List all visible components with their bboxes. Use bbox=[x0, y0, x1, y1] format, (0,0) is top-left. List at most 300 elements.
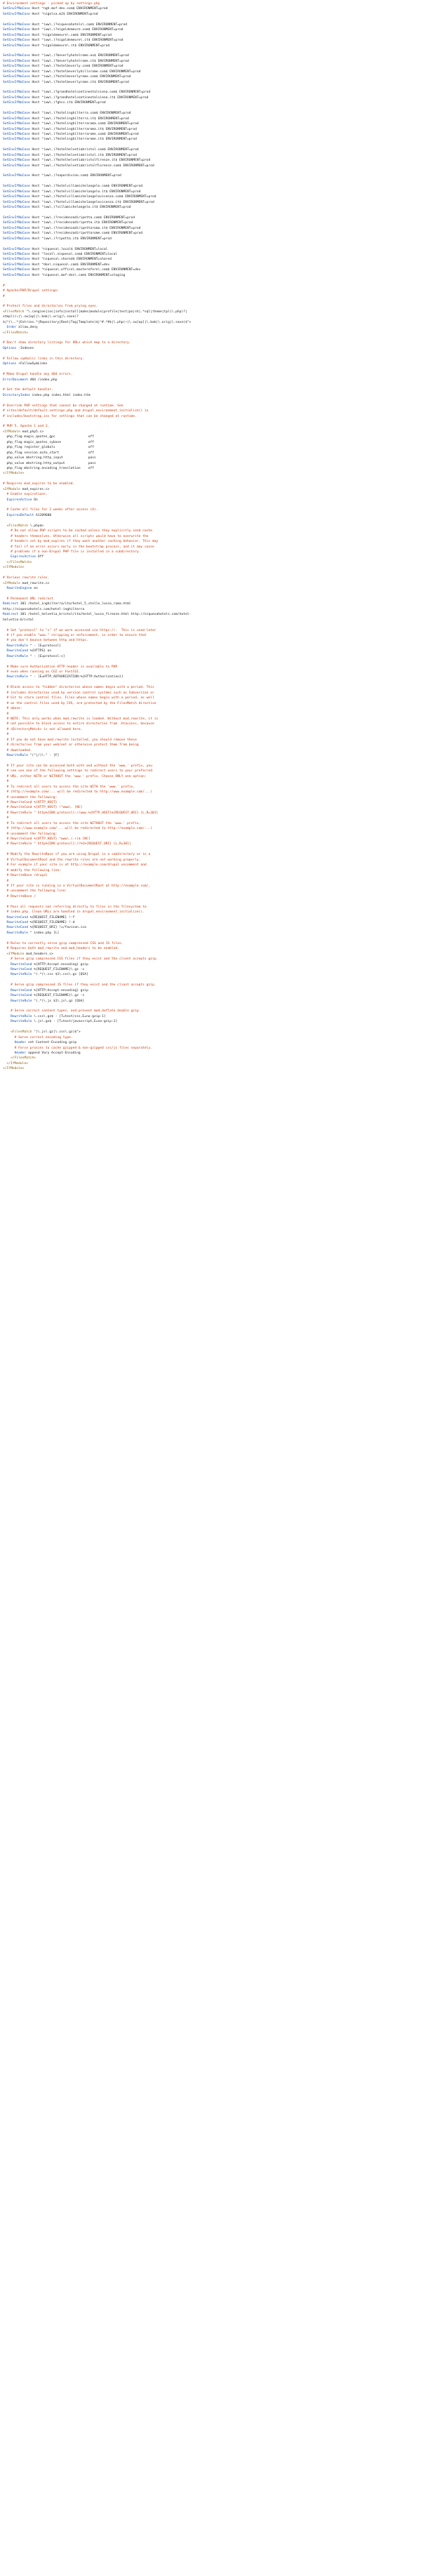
code-line bbox=[3, 821, 421, 826]
code-line bbox=[3, 675, 421, 679]
code-line bbox=[3, 962, 421, 967]
code-line bbox=[3, 304, 421, 309]
code-line bbox=[3, 748, 421, 753]
comment-token: # Requires both mod_rewrite and mod_headers to be enabled. bbox=[3, 947, 119, 951]
tag-token: <FilesMatch bbox=[6, 524, 28, 528]
code-line bbox=[3, 507, 421, 512]
code-line bbox=[3, 451, 421, 456]
text-token: php_flag magic_quotes_sybase off bbox=[3, 440, 94, 444]
comment-token: # Serve gzip compressed CSS files if they exist and the client accepts gzip. bbox=[3, 957, 159, 962]
comment-token: # as the control files used by CVS, are protected by the FilesMatch directive bbox=[3, 701, 156, 705]
code-line bbox=[3, 816, 421, 821]
text-token: Host ^(ww\.)?niquesahotels\.com$ ENVIRONMENT=prod bbox=[29, 22, 128, 27]
code-line bbox=[3, 852, 421, 857]
comment-token: # NOTE: This only works when mod_rewrite is loaded. Without mod_rewrite, it is bbox=[3, 717, 159, 721]
comment-token: # (http://www.example.com/... will be redirected to http://example.com/...) bbox=[3, 827, 152, 831]
blank-line bbox=[3, 899, 421, 904]
code-line bbox=[3, 946, 421, 951]
comment-token: # PHP 5, Apache 1 and 2. bbox=[3, 425, 50, 429]
text-token: Host ^niquesa\.office\.masterofore\.com$ ENVIRONMENT=dev bbox=[29, 268, 141, 272]
text-token: Host ^(ww\.)?ghcs.it$ ENVIRONMENT=prod bbox=[29, 101, 106, 105]
text-token: $|^(\..*|Entries.*|Repository|Root|Tag|Template)$|^#.*#$|\.php(~|\.sw[op]|\.bak|\.orig|\.save)$"> bbox=[3, 320, 192, 324]
directive-token: RewriteRule bbox=[6, 654, 28, 658]
code-line bbox=[3, 665, 421, 670]
directive-token: Header bbox=[14, 1051, 27, 1055]
comment-token: # Permanent URL redirect bbox=[3, 597, 53, 601]
code-line bbox=[3, 69, 421, 74]
code-line bbox=[3, 670, 421, 675]
text-token: 404 /index.php bbox=[27, 378, 58, 382]
code-line bbox=[3, 482, 421, 486]
comment-token: # bbox=[3, 733, 9, 737]
tag-token: </FilesMatch> bbox=[3, 331, 28, 335]
comment-token: # Environment settings - picked up by settings.php bbox=[3, 2, 100, 6]
code-line bbox=[3, 1, 421, 6]
code-line bbox=[3, 586, 421, 591]
tag-token: <IfModule bbox=[6, 952, 25, 956]
text-token bbox=[3, 1020, 11, 1023]
directive-token: SetEnvIfNoCase bbox=[3, 200, 30, 204]
code-line bbox=[3, 80, 421, 85]
comment-token: # you don't bounce between http and https. bbox=[3, 639, 88, 643]
comment-token: # Pass all requests not referring directly to files in the filesystem to bbox=[3, 905, 147, 909]
blank-line bbox=[3, 142, 421, 147]
comment-token: # directories from your webroot or otherwise protect them from being bbox=[3, 743, 139, 748]
text-token bbox=[3, 989, 11, 992]
comment-token: # Git to store control files. Files whose names begin with a period, as well bbox=[3, 696, 154, 701]
code-line bbox=[3, 691, 421, 696]
directive-token: SetEnvIfNoCase bbox=[3, 65, 30, 69]
text-token: Host ^(ww\.)?beverlyhotelrome.eu$ ENVIRONMENT=prod bbox=[29, 54, 129, 58]
directive-token: SetEnvIfNoCase bbox=[3, 258, 30, 262]
code-line bbox=[3, 273, 421, 278]
comment-token: # Serve gzip compressed JS files if they exist and the client accepts gzip. bbox=[3, 983, 156, 988]
code-line bbox=[3, 205, 421, 210]
blank-line bbox=[3, 503, 421, 507]
text-token: Host ^(ww\.)?grandhotelcontinentalsiena.it$ ENVIRONMENT=prod bbox=[29, 95, 149, 100]
text-token bbox=[3, 1056, 11, 1060]
directive-token: Options bbox=[3, 362, 17, 366]
text-token: -Indexes bbox=[16, 346, 34, 350]
code-line bbox=[3, 288, 421, 293]
code-line bbox=[3, 706, 421, 711]
directive-token: SetEnvIfNoCase bbox=[3, 174, 30, 178]
directive-token: SetEnvIfNoCase bbox=[3, 138, 30, 142]
text-token: Host ^(ww\.)?hotelinghilterrarome.com$ ENVIRONMENT=prod bbox=[29, 132, 139, 136]
code-line bbox=[3, 602, 421, 606]
code-line bbox=[3, 1019, 421, 1024]
text-token: Host ^dev\.niquesa\.com$ ENVIRONMENT=dev bbox=[29, 263, 110, 267]
code-line bbox=[3, 1051, 421, 1056]
tag-token: </IfModule> bbox=[3, 1067, 25, 1071]
comment-token: # bbox=[3, 284, 5, 288]
text-token: %{REQUEST_URI} !=/favicon.ico bbox=[27, 926, 86, 930]
directive-token: RewriteRule bbox=[11, 973, 32, 977]
comment-token: # headers themselves. Otherwise all scripts would have to overwrite the bbox=[3, 534, 149, 538]
code-line bbox=[3, 1066, 421, 1071]
blank-line bbox=[3, 1025, 421, 1030]
text-token: on bbox=[32, 587, 38, 590]
text-token: Host ^(ww\.)?hotelhelvetiabristolflorence.com$ ENVIRONMENT=prod bbox=[29, 164, 154, 168]
comment-token: # Set "protossl" to "s" if we were accessed via https://. This is used later bbox=[3, 628, 156, 632]
comment-token: # Apache/PHP/Drupal settings: bbox=[3, 289, 60, 293]
directive-token: SetEnvIfNoCase bbox=[3, 95, 30, 100]
comment-token: # Make sure Authorization HTTP header is available to PHP bbox=[3, 665, 118, 669]
comment-token: # Cache all files for 2 weeks after access (A). bbox=[3, 508, 98, 512]
tag-token: </FilesMatch> bbox=[6, 560, 32, 564]
code-line bbox=[3, 404, 421, 409]
text-token: index.php index.html index.htm bbox=[29, 393, 91, 397]
comment-token: # To redirect all users to access the site WITH the 'www.' prefix, bbox=[3, 785, 135, 789]
code-line bbox=[3, 6, 421, 11]
text-token: Host ^nigelsa.m2$ ENVIRONMENT=prod bbox=[29, 12, 98, 16]
code-line bbox=[3, 445, 421, 450]
directive-token: RewriteCond bbox=[6, 915, 28, 919]
text-token bbox=[3, 555, 11, 559]
code-line bbox=[3, 387, 421, 392]
text-token bbox=[3, 1000, 11, 1003]
code-line bbox=[3, 795, 421, 800]
comment-token: # Block access to "hidden" directories whose names begin with a period. This bbox=[3, 686, 154, 690]
code-line bbox=[3, 753, 421, 758]
code-line bbox=[3, 863, 421, 868]
code-line bbox=[3, 612, 421, 617]
blank-line bbox=[3, 48, 421, 53]
text-token: %{REQUEST_FILENAME} !-f bbox=[27, 915, 75, 919]
code-line bbox=[3, 194, 421, 199]
text-token: ^ - [E=protossl:s] bbox=[27, 654, 65, 658]
text-token: \.css\.gz$ - [T=text/css,E=no-gzip:1] bbox=[32, 1014, 106, 1018]
code-line bbox=[3, 618, 421, 623]
comment-token: # To redirect all users to access the site WITHOUT the 'www.' prefix, bbox=[3, 821, 141, 825]
directive-token: RewriteRule bbox=[6, 931, 28, 935]
code-line bbox=[3, 44, 421, 48]
code-line bbox=[3, 957, 421, 962]
directive-token: SetEnvIfNoCase bbox=[3, 75, 30, 79]
directive-token: SetEnvIfNoCase bbox=[3, 237, 30, 241]
code-line bbox=[3, 1009, 421, 1014]
blank-line bbox=[3, 278, 421, 283]
text-token: Host ^(ww\.)?hotelinghilterra.it$ ENVIRONMENT=prod bbox=[29, 117, 129, 121]
code-line bbox=[3, 524, 421, 529]
code-line bbox=[3, 555, 421, 559]
text-token bbox=[3, 1030, 11, 1034]
code-line bbox=[3, 158, 421, 163]
comment-token: # RewriteRule ^ http%{ENV:protossl}://www.%{HTTP_HOST}%{REQUEST_URI} [L,R=301] bbox=[3, 811, 159, 815]
text-token: Host ^(ww\.)?hotelhelvetiabristol.com$ ENVIRONMENT=prod bbox=[29, 148, 139, 152]
text-token: Host ^(ww\.)?hotelbeverlyhillsrome.com$ ENVIRONMENT=prod bbox=[29, 69, 141, 74]
code-line bbox=[3, 173, 421, 178]
text-token: php_flag mbstring.encoding_translation off bbox=[3, 466, 94, 470]
directive-token: Redirect bbox=[3, 602, 19, 606]
code-line bbox=[3, 581, 421, 586]
directive-token: SetEnvIfNoCase bbox=[3, 127, 30, 131]
code-line bbox=[3, 743, 421, 748]
code-line bbox=[3, 644, 421, 649]
code-line bbox=[3, 967, 421, 972]
blank-line bbox=[3, 351, 421, 356]
comment-token: # (http://example.com/... will be redirected to http://www.example.com/...) bbox=[3, 790, 152, 795]
code-line bbox=[3, 434, 421, 439]
code-line bbox=[3, 717, 421, 722]
blank-line bbox=[3, 398, 421, 403]
code-line bbox=[3, 910, 421, 915]
code-line bbox=[3, 905, 421, 910]
comment-token: # sites/default/default.settings.php and drupal_environment_initialize() in bbox=[3, 409, 149, 413]
directive-token: ExpiresActive bbox=[11, 555, 36, 559]
blank-line bbox=[3, 419, 421, 424]
code-line bbox=[3, 1046, 421, 1051]
blank-line bbox=[3, 978, 421, 983]
comment-token: # Rules to correctly serve gzip compressed CSS and JS files. bbox=[3, 941, 123, 945]
text-token: Host ^(ww\.)?hotelvillamichelangelovicenza.it$ ENVIRONMENT=prod bbox=[29, 200, 154, 204]
directive-token: SetEnvIfNoCase bbox=[3, 185, 30, 189]
comment-token: # includes/bootstrap.inc for settings that can be changed at runtime. bbox=[3, 414, 137, 418]
code-line bbox=[3, 972, 421, 977]
code-line bbox=[3, 785, 421, 790]
code-line bbox=[3, 361, 421, 366]
directive-token: SetEnvIfNoCase bbox=[3, 44, 30, 48]
code-line bbox=[3, 325, 421, 330]
comment-token: # Set the default handler. bbox=[3, 388, 53, 392]
code-line bbox=[3, 1061, 421, 1066]
directive-token: SetEnvIfNoCase bbox=[3, 148, 30, 152]
text-token: Host ^(ww\.)?grandhotelcontinentalsiena.com$ ENVIRONMENT=prod bbox=[29, 91, 151, 95]
text-token: ^(.*)\.js $1\.js\.gz [QSA] bbox=[32, 999, 85, 1003]
code-line bbox=[3, 100, 421, 105]
text-token: %{HTTP:Accept-encoding} gzip bbox=[32, 962, 88, 967]
comment-token: # RewriteBase /drupal bbox=[3, 874, 48, 878]
comment-token: # Don't show directory listings for URLs which map to a directory. bbox=[3, 341, 131, 345]
code-line bbox=[3, 607, 421, 612]
directive-token: ExpiresDefault bbox=[6, 513, 34, 517]
code-line bbox=[3, 868, 421, 873]
comment-token: # Protect files and directories from prying eyes. bbox=[3, 305, 98, 309]
code-line bbox=[3, 456, 421, 460]
text-token: "\.(engine|inc|info|install|make|module|profile|test|po|sh|.*sql|theme|tpl(\.php)?| bbox=[24, 310, 187, 314]
directive-token: DirectoryIndex bbox=[3, 393, 30, 397]
code-line bbox=[3, 925, 421, 930]
text-token bbox=[3, 994, 11, 997]
directive-token: SetEnvIfNoCase bbox=[3, 80, 30, 84]
directive-token: SetEnvIfNoCase bbox=[3, 28, 30, 32]
code-line bbox=[3, 545, 421, 550]
text-token: Host ^(ww\.)?hotelinghilterra.com$ ENVIRONMENT=prod bbox=[29, 112, 131, 116]
code-line bbox=[3, 59, 421, 64]
code-line bbox=[3, 738, 421, 743]
code-line bbox=[3, 252, 421, 257]
text-token: Host ^(ww\.)?beverlyhotelrome.it$ ENVIRONMENT=prod bbox=[29, 59, 129, 63]
directive-token: SetEnvIfNoCase bbox=[3, 12, 30, 16]
code-line bbox=[3, 117, 421, 121]
text-token: 301 /hotel_inghilterra/ita/hotel_5_stelle_lusso_roma.html bbox=[18, 602, 131, 606]
code-line bbox=[3, 638, 421, 643]
text-token: php_flag register_globals off bbox=[3, 446, 94, 450]
code-line bbox=[3, 534, 421, 539]
code-line bbox=[3, 263, 421, 267]
code-line bbox=[3, 90, 421, 95]
code-line bbox=[3, 95, 421, 100]
code-line bbox=[3, 805, 421, 810]
blank-line bbox=[3, 680, 421, 685]
blank-line bbox=[3, 571, 421, 576]
code-line bbox=[3, 732, 421, 737]
comment-token: # even when running as CGI or FastCGI. bbox=[3, 670, 81, 674]
blank-line bbox=[3, 241, 421, 246]
code-line bbox=[3, 894, 421, 899]
directive-token: RewriteEngine bbox=[6, 587, 32, 590]
code-line bbox=[3, 649, 421, 653]
directive-token: SetEnvIfNoCase bbox=[3, 206, 30, 210]
text-token: \.php$> bbox=[27, 524, 44, 528]
code-line bbox=[3, 884, 421, 889]
code-line bbox=[3, 38, 421, 43]
text-token: Host ^local\.niquesa\.com$ ENVIRONMENT=local bbox=[29, 253, 118, 256]
directive-token: SetEnvIfNoCase bbox=[3, 132, 30, 136]
code-line bbox=[3, 983, 421, 988]
text-token: php_value mbstring.http_input pass bbox=[3, 456, 96, 460]
code-line bbox=[3, 920, 421, 925]
code-line bbox=[3, 74, 421, 79]
comment-token: # If you do not have mod_rewrite installed, you should remove these bbox=[3, 738, 137, 742]
directive-token: Header bbox=[14, 1041, 27, 1045]
code-line bbox=[3, 1056, 421, 1061]
code-line bbox=[3, 560, 421, 565]
blank-line bbox=[3, 179, 421, 184]
text-token: ^ - [E=HTTP_AUTHORIZATION:%{HTTP:Authorization}] bbox=[27, 675, 123, 679]
text-token: Host ^ngh.mof-dev.com$ ENVIRONMENT=prod bbox=[29, 7, 108, 11]
comment-token: # bbox=[3, 879, 9, 883]
text-token: %{HTTP:Accept-encoding} gzip bbox=[32, 988, 88, 992]
directive-token: SetEnvIfNoCase bbox=[3, 153, 30, 157]
text-token: ^ index.php [L] bbox=[27, 931, 60, 935]
directive-token: SetEnvIfNoCase bbox=[3, 159, 30, 163]
directive-token: SetEnvIfNoCase bbox=[3, 273, 30, 277]
directive-token: SetEnvIfNoCase bbox=[3, 190, 30, 194]
text-token: \.js\.gz$ - [T=text/javascript,E=no-gzip:1] bbox=[32, 1020, 118, 1024]
text-token: Host ^(ww\.)?hotelvillamichelangelovicenza.com$ ENVIRONMENT=prod bbox=[29, 195, 156, 199]
blank-line bbox=[3, 936, 421, 941]
blank-line bbox=[3, 591, 421, 596]
text-token: php_flag magic_quotes_gpc off bbox=[3, 435, 94, 439]
comment-token: # Requires mod_expires to be enabled. bbox=[3, 482, 75, 486]
code-line bbox=[3, 999, 421, 1004]
text-token: Host ^(ww\.)?hotelinghilterraroma.com$ ENVIRONMENT=prod bbox=[29, 122, 139, 126]
text-token: Host ^(ww\.)?residenzadiripettaroma.it$ ENVIRONMENT=prod bbox=[29, 226, 141, 230]
text-token: Host ^(ww\.)?hotelvillamichelangelo.com$ ENVIRONMENT=prod bbox=[29, 185, 143, 189]
code-line bbox=[3, 492, 421, 497]
code-line bbox=[3, 257, 421, 262]
code-line bbox=[3, 33, 421, 38]
directive-token: RewriteRule bbox=[11, 1014, 32, 1018]
text-token: 301 /hotel_helvetia_bristol/ita/hotel_lusso_firenze.html http://niquesahotels.com/hotel- bbox=[18, 613, 192, 617]
blank-line bbox=[3, 17, 421, 22]
code-line bbox=[3, 931, 421, 936]
text-token: append Vary Accept-Encoding bbox=[26, 1051, 81, 1055]
text-token: ^(.*)\.css $1\.css\.gz [QSA] bbox=[32, 973, 88, 977]
directive-token: SetEnvIfNoCase bbox=[3, 164, 30, 168]
comment-token: # above. bbox=[3, 707, 22, 711]
text-token: http://niquesahotels.com/hotel-inghilterra bbox=[3, 607, 85, 611]
text-token bbox=[3, 973, 11, 976]
code-line bbox=[3, 147, 421, 152]
text-token: mod_headers.c> bbox=[24, 952, 53, 956]
text-token: Host ^(ww\.)?hotelinghilterrarome.it$ ENVIRONMENT=prod bbox=[29, 138, 137, 142]
code-line bbox=[3, 127, 421, 132]
directive-token: SetEnvIfNoCase bbox=[3, 215, 30, 220]
text-token: %{REQUEST_FILENAME} !-d bbox=[27, 921, 75, 924]
directive-token: ExpiresActive bbox=[6, 498, 32, 502]
code-line bbox=[3, 111, 421, 116]
comment-token: # Serve correct encoding type. bbox=[3, 1035, 73, 1040]
directive-token: SetEnvIfNoCase bbox=[3, 195, 30, 199]
comment-token: # Serve correct content types, and prevent mod_deflate double gzip. bbox=[3, 1009, 141, 1014]
directive-token: RewriteCond bbox=[11, 962, 32, 967]
code-line bbox=[3, 226, 421, 231]
code-line bbox=[3, 231, 421, 236]
directive-token: SetEnvIfNoCase bbox=[3, 54, 30, 58]
comment-token: # RewriteRule ^ http%{ENV:protossl}://%1%{REQUEST_URI} [L,R=301] bbox=[3, 842, 131, 847]
comment-token: # Override PHP settings that cannot be changed at runtime. See bbox=[3, 404, 123, 408]
code-line bbox=[3, 685, 421, 690]
code-line bbox=[3, 654, 421, 659]
directive-token: SetEnvIfNoCase bbox=[3, 253, 30, 256]
text-token bbox=[3, 1051, 15, 1055]
tag-token: <FilesMatch bbox=[3, 310, 25, 314]
code-line bbox=[3, 487, 421, 492]
comment-token: # Do not allow PHP scripts to be cached unless they explicitly send cache bbox=[3, 529, 152, 533]
code-line bbox=[3, 247, 421, 252]
directive-token: RewriteCond bbox=[11, 988, 32, 992]
comment-token: # bbox=[3, 780, 9, 784]
code-line bbox=[3, 190, 421, 194]
comment-token: # uncomment the following line: bbox=[3, 889, 67, 894]
code-line bbox=[3, 466, 421, 471]
text-token: "(\.js\.gz|\.css\.gz)$"> bbox=[32, 1030, 81, 1035]
text-token: Off bbox=[36, 555, 44, 559]
text-token: allow,deny bbox=[16, 326, 38, 330]
code-line bbox=[3, 941, 421, 946]
text-token bbox=[3, 1041, 15, 1044]
blank-line bbox=[3, 168, 421, 173]
directive-token: SetEnvIfNoCase bbox=[3, 221, 30, 225]
code-line bbox=[3, 1040, 421, 1045]
code-line bbox=[3, 811, 421, 816]
text-token: Host ^nigaldemeure\.it$ ENVIRONMENT=prod bbox=[29, 44, 110, 48]
directive-token: SetEnvIfNoCase bbox=[3, 247, 30, 251]
code-line bbox=[3, 220, 421, 225]
text-token: "(^|/)\." - [F] bbox=[27, 754, 60, 757]
comment-token: # RewriteCond %{HTTP_HOST} !^www\. [NC] bbox=[3, 806, 83, 810]
code-line bbox=[3, 320, 421, 325]
text-token: set Content-Encoding gzip bbox=[26, 1041, 77, 1045]
text-token: %{REQUEST_FILENAME}\.gz -s bbox=[32, 994, 85, 998]
code-line bbox=[3, 200, 421, 205]
code-line bbox=[3, 27, 421, 32]
text-token: Host ^(ww\.)?hotelhelvetiabristolfirenze.it$ ENVIRONMENT=prod bbox=[29, 159, 151, 163]
comment-token: # Follow symbolic links in this directory. bbox=[3, 357, 85, 361]
code-line bbox=[3, 722, 421, 726]
comment-token: # RewriteBase / bbox=[3, 894, 36, 898]
text-token: mod_php5.c> bbox=[20, 430, 44, 434]
code-line bbox=[3, 696, 421, 701]
text-token: %{HTTPS} on bbox=[27, 649, 52, 653]
code-line bbox=[3, 440, 421, 445]
code-line bbox=[3, 340, 421, 345]
text-token: mod_expires.c> bbox=[20, 487, 50, 491]
code-line bbox=[3, 832, 421, 837]
directive-token: SetEnvIfNoCase bbox=[3, 122, 30, 126]
